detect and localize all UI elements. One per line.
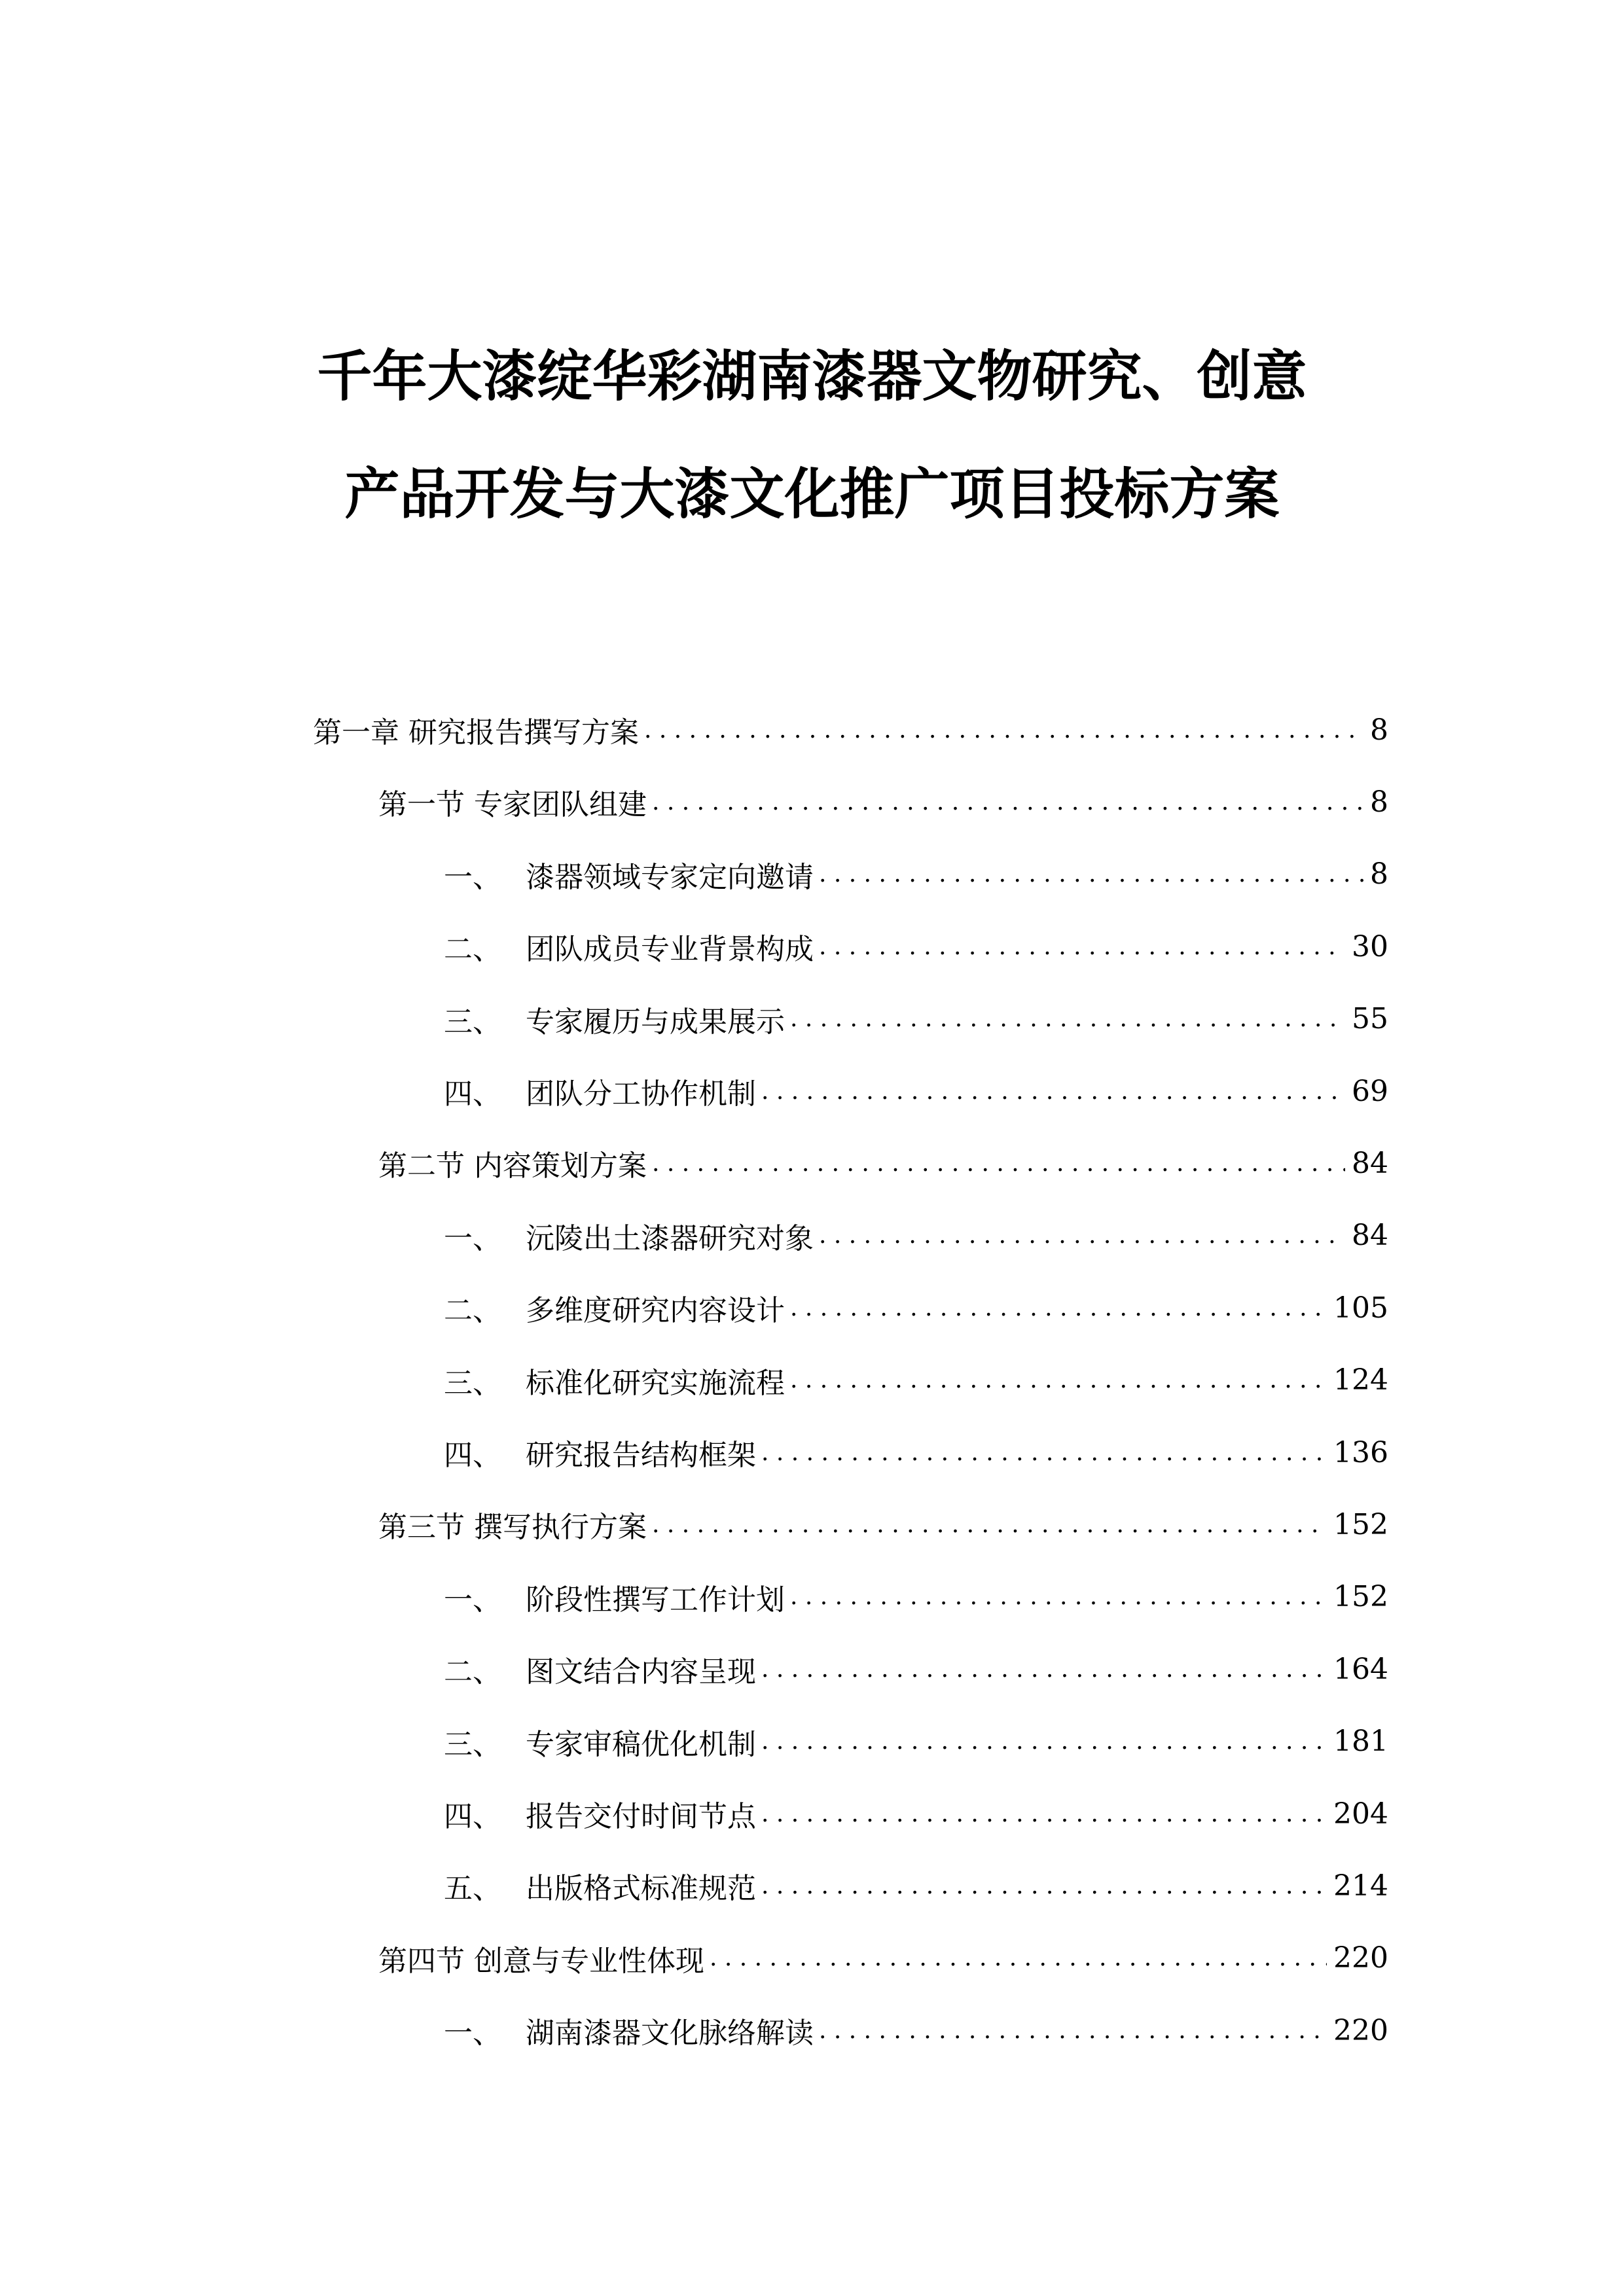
- toc-entry[interactable]: [444, 2011, 1388, 2050]
- toc-entry-number: 一、: [444, 2017, 501, 2051]
- toc-entry[interactable]: [444, 927, 1388, 966]
- dot-leader: [790, 1367, 1327, 1393]
- toc-entry-number: 五、: [444, 1872, 501, 1906]
- toc-entry-page: 204: [1333, 1797, 1388, 1831]
- toc-entry-label: 标准化研究实施流程: [526, 1366, 785, 1400]
- dot-leader: [819, 2017, 1327, 2044]
- toc-entry-page: 8: [1370, 857, 1388, 891]
- toc-entry-label: 研究报告结构框架: [526, 1439, 756, 1472]
- toc-entry[interactable]: [444, 1071, 1388, 1111]
- toc-entry-number: 二、: [444, 1294, 501, 1328]
- toc-entry-label: 第三节 撰写执行方案: [378, 1511, 647, 1545]
- dot-leader: [652, 1150, 1345, 1177]
- toc-entry-label: 出版格式标准规范: [526, 1872, 756, 1906]
- toc-entry[interactable]: [444, 1649, 1388, 1689]
- toc-entry-page: 152: [1333, 1507, 1388, 1541]
- dot-leader: [790, 1005, 1345, 1032]
- toc-entry-page: 220: [1333, 1941, 1388, 1975]
- toc-entry-label: 阶段性撰写工作计划: [526, 1583, 785, 1617]
- dot-leader: [761, 1439, 1327, 1466]
- dot-leader: [710, 1945, 1327, 1971]
- toc-entry-label: 第二节 内容策划方案: [378, 1149, 647, 1183]
- toc-entry-number: 一、: [444, 1221, 501, 1255]
- dot-leader: [790, 1583, 1327, 1610]
- toc-entry-page: 152: [1333, 1580, 1388, 1614]
- toc-entry[interactable]: [444, 1866, 1388, 1905]
- toc-entry-number: 三、: [444, 1366, 501, 1400]
- toc-entry-number: 四、: [444, 1439, 501, 1472]
- toc-entry-page: 84: [1352, 1219, 1388, 1253]
- dot-leader: [761, 1801, 1327, 1827]
- document-title-line-2: 产品开发与大漆文化推广项目投标方案: [344, 462, 1280, 526]
- dot-leader: [761, 1728, 1327, 1755]
- toc-entry-label: 多维度研究内容设计: [526, 1294, 785, 1328]
- toc-entry-number: 一、: [444, 860, 501, 894]
- toc-entry[interactable]: [313, 710, 1388, 749]
- toc-entry[interactable]: [378, 1505, 1388, 1544]
- toc-entry-label: 专家履历与成果展示: [526, 1005, 785, 1039]
- toc-entry-label: 报告交付时间节点: [526, 1800, 756, 1833]
- dot-leader: [819, 1222, 1345, 1249]
- toc-entry[interactable]: [378, 782, 1388, 821]
- toc-entry-label: 湖南漆器文化脉络解读: [526, 2017, 814, 2051]
- toc-entry-label: 专家审稿优化机制: [526, 1727, 756, 1761]
- toc-entry-number: 四、: [444, 1077, 501, 1111]
- toc-entry-label: 第一章 研究报告撰写方案: [313, 716, 639, 749]
- toc-entry-page: 124: [1333, 1363, 1388, 1397]
- toc-entry-page: 84: [1352, 1146, 1388, 1180]
- toc-entry[interactable]: [444, 855, 1388, 894]
- toc-entry-page: 164: [1333, 1652, 1388, 1686]
- document-title-line-1: 千年大漆绽华彩湖南漆器文物研究、创意: [317, 344, 1307, 408]
- toc-entry-page: 69: [1352, 1074, 1388, 1108]
- toc-entry-page: 220: [1333, 2013, 1388, 2047]
- toc-entry-label: 团队成员专业背景构成: [526, 933, 814, 967]
- toc-entry-page: 105: [1333, 1291, 1388, 1325]
- toc-entry-page: 136: [1333, 1435, 1388, 1469]
- dot-leader: [761, 1873, 1327, 1899]
- toc-entry-page: 55: [1352, 1002, 1388, 1036]
- toc-entry-number: 三、: [444, 1727, 501, 1761]
- toc-entry-page: 8: [1370, 713, 1388, 747]
- toc-entry[interactable]: [444, 1794, 1388, 1833]
- toc-entry[interactable]: [444, 1361, 1388, 1400]
- toc-entry[interactable]: [444, 1288, 1388, 1327]
- toc-entry-page: 181: [1333, 1725, 1388, 1759]
- toc-entry-number: 一、: [444, 1583, 501, 1617]
- toc-entry-label: 团队分工协作机制: [526, 1077, 756, 1111]
- dot-leader: [761, 1656, 1327, 1683]
- toc-entry[interactable]: [444, 999, 1388, 1039]
- dot-leader: [644, 717, 1363, 744]
- toc-entry-number: 二、: [444, 1655, 501, 1689]
- toc-entry-label: 漆器领域专家定向邀请: [526, 860, 814, 894]
- toc-entry-label: 第四节 创意与专业性体现: [378, 1944, 704, 1978]
- toc-entry[interactable]: [444, 1722, 1388, 1761]
- toc-entry-label: 沅陵出土漆器研究对象: [526, 1221, 814, 1255]
- toc-entry-label: 第一节 专家团队组建: [378, 788, 647, 822]
- toc-entry[interactable]: [378, 1143, 1388, 1183]
- toc-entry[interactable]: [444, 1433, 1388, 1472]
- toc-entry-page: 8: [1370, 785, 1388, 819]
- toc-entry-page: 214: [1333, 1869, 1388, 1903]
- toc-entry[interactable]: [444, 1216, 1388, 1255]
- dot-leader: [761, 1078, 1345, 1105]
- toc-entry[interactable]: [444, 1577, 1388, 1617]
- toc-entry-number: 四、: [444, 1800, 501, 1833]
- toc-entry-label: 图文结合内容呈现: [526, 1655, 756, 1689]
- dot-leader: [652, 789, 1363, 816]
- toc-entry-number: 二、: [444, 933, 501, 967]
- dot-leader: [652, 1511, 1327, 1538]
- dot-leader: [790, 1295, 1327, 1321]
- toc-entry-page: 30: [1352, 929, 1388, 963]
- toc-entry-number: 三、: [444, 1005, 501, 1039]
- toc-entry[interactable]: [378, 1939, 1388, 1978]
- dot-leader: [819, 933, 1345, 960]
- dot-leader: [819, 861, 1363, 888]
